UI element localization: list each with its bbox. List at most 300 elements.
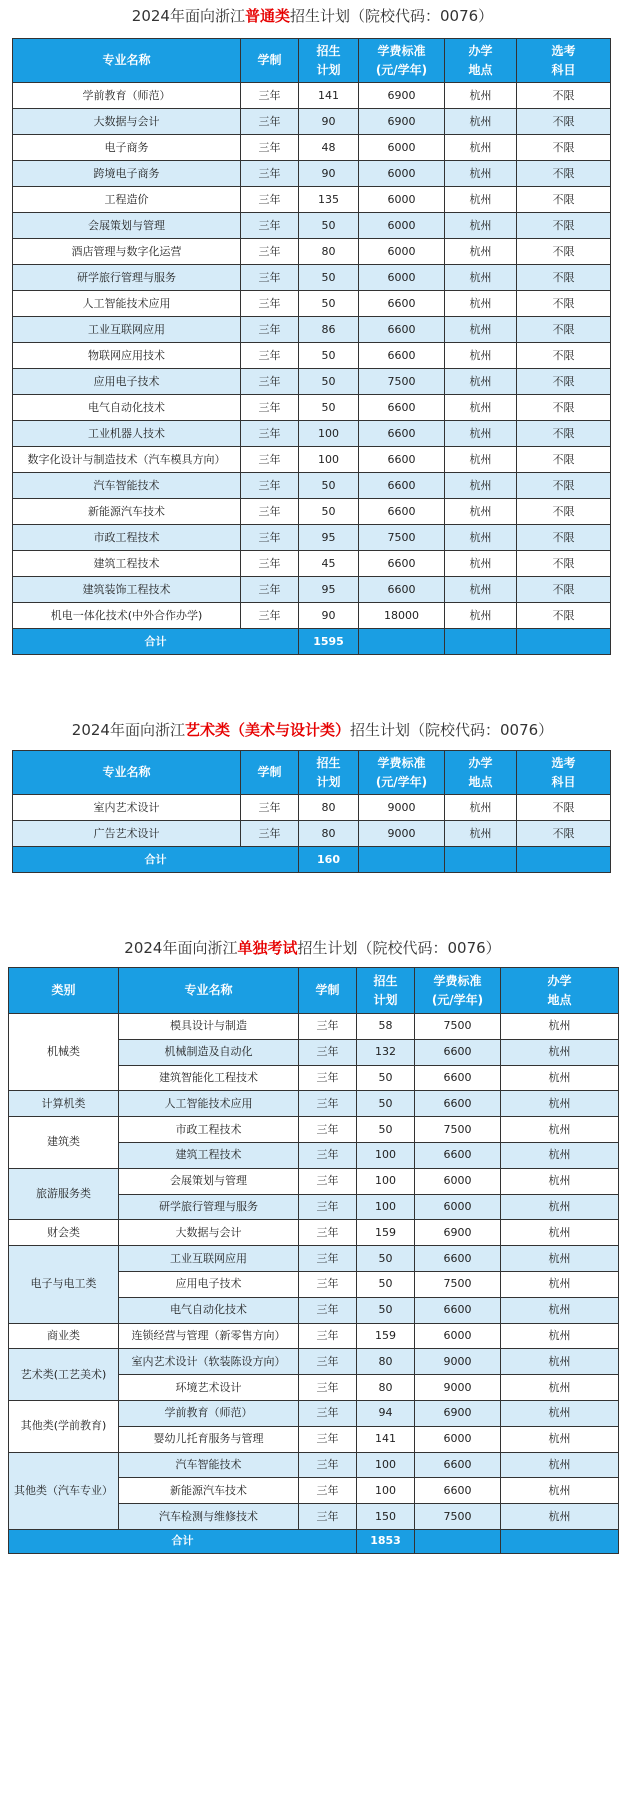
table-row: [13, 239, 611, 265]
tuition-cell: 6000: [415, 1168, 501, 1194]
major-name-cell: 研学旅行管理与服务: [13, 265, 241, 291]
duration-cell: 三年: [241, 109, 299, 135]
tuition-cell: 6900: [359, 83, 445, 109]
quota-cell: 80: [299, 821, 359, 847]
location-cell: 杭州: [501, 1400, 619, 1426]
column-header-line: 学费标准: [377, 43, 426, 58]
total-empty-cell: [445, 847, 517, 873]
table-row: [13, 343, 611, 369]
duration-cell: 三年: [299, 1297, 357, 1323]
table-row: [9, 1349, 619, 1375]
tuition-cell: 6600: [359, 577, 445, 603]
quota-cell: 100: [357, 1478, 415, 1504]
quota-cell: 90: [299, 109, 359, 135]
tuition-cell: 6600: [359, 395, 445, 421]
tuition-cell: 6600: [415, 1297, 501, 1323]
total-label: 合计: [13, 847, 299, 873]
location-cell: 杭州: [445, 83, 517, 109]
major-name-cell: 汽车智能技术: [119, 1452, 299, 1478]
table-row: [13, 421, 611, 447]
tuition-cell: 6600: [359, 499, 445, 525]
quota-cell: 141: [357, 1426, 415, 1452]
title-prefix: 2024年面向浙江: [124, 939, 238, 957]
table-row: [9, 1220, 619, 1246]
major-name-cell: 新能源汽车技术: [119, 1478, 299, 1504]
location-cell: 杭州: [445, 577, 517, 603]
tuition-cell: 6600: [359, 551, 445, 577]
column-header: [299, 751, 359, 795]
major-name-cell: 汽车检测与维修技术: [119, 1504, 299, 1530]
quota-cell: 100: [357, 1142, 415, 1168]
tuition-cell: 9000: [359, 795, 445, 821]
total-empty-cell: [359, 847, 445, 873]
location-cell: 杭州: [501, 1065, 619, 1091]
duration-cell: 三年: [299, 1220, 357, 1246]
duration-cell: 三年: [299, 1091, 357, 1117]
quota-cell: 94: [357, 1400, 415, 1426]
tuition-cell: 6000: [359, 265, 445, 291]
subject-cell: 不限: [517, 343, 611, 369]
major-name-cell: 应用电子技术: [13, 369, 241, 395]
tuition-cell: 6900: [359, 109, 445, 135]
table-row: [13, 265, 611, 291]
tuition-cell: 6600: [415, 1142, 501, 1168]
location-cell: 杭州: [501, 1426, 619, 1452]
general-plan-table: [12, 38, 611, 655]
quota-cell: 135: [299, 187, 359, 213]
duration-cell: 三年: [299, 1271, 357, 1297]
tuition-cell: 6600: [359, 421, 445, 447]
quota-cell: 50: [357, 1246, 415, 1272]
subject-cell: 不限: [517, 577, 611, 603]
location-cell: 杭州: [445, 343, 517, 369]
title-highlight: 艺术类（美术与设计类）: [184, 721, 350, 739]
tuition-cell: 6600: [415, 1246, 501, 1272]
category-cell: 机械类: [9, 1014, 119, 1091]
quota-cell: 80: [357, 1375, 415, 1401]
table-row: [13, 317, 611, 343]
column-header-line: (元/学年): [375, 774, 428, 789]
duration-cell: 三年: [241, 83, 299, 109]
column-header-line: 招生: [373, 973, 398, 988]
duration-cell: 三年: [241, 525, 299, 551]
tuition-cell: 6600: [415, 1039, 501, 1065]
location-cell: 杭州: [445, 265, 517, 291]
location-cell: 杭州: [501, 1246, 619, 1272]
total-empty-cell: [517, 629, 611, 655]
subject-cell: 不限: [517, 83, 611, 109]
subject-cell: 不限: [517, 213, 611, 239]
table-row: [9, 1014, 619, 1040]
subject-cell: 不限: [517, 421, 611, 447]
location-cell: 杭州: [501, 1014, 619, 1040]
tuition-cell: 7500: [415, 1117, 501, 1143]
tuition-cell: 6600: [359, 473, 445, 499]
column-header: [299, 39, 359, 83]
subject-cell: 不限: [517, 473, 611, 499]
title-suffix: 招生计划（院校代码：0076）: [350, 721, 554, 739]
major-name-cell: 工程造价: [13, 187, 241, 213]
subject-cell: 不限: [517, 795, 611, 821]
major-name-cell: 新能源汽车技术: [13, 499, 241, 525]
table-row: [13, 473, 611, 499]
category-cell: 其他类（汽车专业）: [9, 1452, 119, 1529]
major-name-cell: 跨境电子商务: [13, 161, 241, 187]
table-row: [13, 551, 611, 577]
major-name-cell: 建筑智能化工程技术: [119, 1065, 299, 1091]
subject-cell: 不限: [517, 821, 611, 847]
subject-cell: 不限: [517, 395, 611, 421]
category-cell: 商业类: [9, 1323, 119, 1349]
section-title-art: [0, 720, 625, 740]
quota-cell: 50: [357, 1065, 415, 1091]
duration-cell: 三年: [299, 1478, 357, 1504]
duration-cell: 三年: [299, 1194, 357, 1220]
subject-cell: 不限: [517, 369, 611, 395]
major-name-cell: 酒店管理与数字化运营: [13, 239, 241, 265]
column-header: [359, 751, 445, 795]
column-header-line: 专业名称: [102, 765, 151, 779]
tuition-cell: 6900: [415, 1220, 501, 1246]
subject-cell: 不限: [517, 447, 611, 473]
tuition-cell: 7500: [359, 525, 445, 551]
duration-cell: 三年: [241, 395, 299, 421]
column-header: [13, 751, 241, 795]
total-empty-cell: [501, 1529, 619, 1553]
duration-cell: 三年: [299, 1452, 357, 1478]
title-highlight: 普通类: [244, 7, 290, 25]
major-name-cell: 广告艺术设计: [13, 821, 241, 847]
column-header-line: 科目: [551, 62, 576, 77]
category-cell: 电子与电工类: [9, 1246, 119, 1323]
column-header-line: 专业名称: [102, 53, 151, 67]
total-row: [13, 847, 611, 873]
location-cell: 杭州: [445, 187, 517, 213]
duration-cell: 三年: [241, 369, 299, 395]
major-name-cell: 建筑装饰工程技术: [13, 577, 241, 603]
column-header-line: 招生: [316, 755, 341, 770]
location-cell: 杭州: [445, 161, 517, 187]
column-header: [517, 751, 611, 795]
duration-cell: 三年: [241, 499, 299, 525]
quota-cell: 50: [299, 395, 359, 421]
duration-cell: 三年: [241, 265, 299, 291]
table-row: [9, 1246, 619, 1272]
table-row: [13, 395, 611, 421]
location-cell: 杭州: [501, 1452, 619, 1478]
major-name-cell: 电气自动化技术: [13, 395, 241, 421]
quota-cell: 100: [357, 1452, 415, 1478]
tuition-cell: 6600: [415, 1478, 501, 1504]
quota-cell: 58: [357, 1014, 415, 1040]
location-cell: 杭州: [445, 821, 517, 847]
quota-cell: 50: [357, 1091, 415, 1117]
table-row: [9, 1117, 619, 1143]
duration-cell: 三年: [299, 1142, 357, 1168]
duration-cell: 三年: [299, 1014, 357, 1040]
quota-cell: 50: [357, 1117, 415, 1143]
column-header: [119, 968, 299, 1014]
quota-cell: 132: [357, 1039, 415, 1065]
location-cell: 杭州: [445, 109, 517, 135]
location-cell: 杭州: [445, 291, 517, 317]
location-cell: 杭州: [501, 1091, 619, 1117]
title-highlight: 单独考试: [237, 939, 298, 957]
table-row: [13, 135, 611, 161]
duration-cell: 三年: [241, 187, 299, 213]
total-empty-cell: [359, 629, 445, 655]
subject-cell: 不限: [517, 551, 611, 577]
total-empty-cell: [517, 847, 611, 873]
tuition-cell: 6600: [359, 291, 445, 317]
tuition-cell: 6000: [359, 161, 445, 187]
table-row: [9, 1091, 619, 1117]
location-cell: 杭州: [501, 1375, 619, 1401]
quota-cell: 100: [299, 421, 359, 447]
category-cell: 建筑类: [9, 1117, 119, 1169]
tuition-cell: 6000: [359, 239, 445, 265]
quota-cell: 50: [299, 213, 359, 239]
duration-cell: 三年: [241, 343, 299, 369]
duration-cell: 三年: [241, 577, 299, 603]
table-row: [9, 1323, 619, 1349]
total-value: 160: [299, 847, 359, 873]
column-header: [9, 968, 119, 1014]
duration-cell: 三年: [299, 1065, 357, 1091]
major-name-cell: 学前教育（师范）: [13, 83, 241, 109]
quota-cell: 100: [357, 1168, 415, 1194]
quota-cell: 80: [357, 1349, 415, 1375]
duration-cell: 三年: [241, 161, 299, 187]
column-header: [241, 39, 299, 83]
quota-cell: 45: [299, 551, 359, 577]
major-name-cell: 数字化设计与制造技术（汽车模具方向）: [13, 447, 241, 473]
quota-cell: 95: [299, 525, 359, 551]
title-prefix: 2024年面向浙江: [131, 7, 245, 25]
quota-cell: 50: [299, 499, 359, 525]
location-cell: 杭州: [501, 1168, 619, 1194]
duration-cell: 三年: [299, 1246, 357, 1272]
column-header-line: 选考: [551, 755, 576, 770]
column-header-line: 类别: [51, 983, 76, 997]
column-header-line: 计划: [316, 774, 341, 789]
location-cell: 杭州: [501, 1323, 619, 1349]
column-header: [415, 968, 501, 1014]
total-row: [13, 629, 611, 655]
location-cell: 杭州: [445, 525, 517, 551]
location-cell: 杭州: [501, 1504, 619, 1530]
column-header-line: 计划: [316, 62, 341, 77]
table-row: [13, 187, 611, 213]
location-cell: 杭州: [445, 239, 517, 265]
column-header-line: 科目: [551, 774, 576, 789]
subject-cell: 不限: [517, 239, 611, 265]
duration-cell: 三年: [299, 1375, 357, 1401]
major-name-cell: 应用电子技术: [119, 1271, 299, 1297]
duration-cell: 三年: [241, 239, 299, 265]
table-row: [13, 213, 611, 239]
column-header: [357, 968, 415, 1014]
subject-cell: 不限: [517, 187, 611, 213]
total-label: 合计: [9, 1529, 357, 1553]
tuition-cell: 6600: [359, 343, 445, 369]
column-header: [13, 39, 241, 83]
location-cell: 杭州: [445, 317, 517, 343]
column-header-line: 学制: [257, 53, 282, 67]
column-header-line: 地点: [547, 992, 572, 1007]
column-header-line: 专业名称: [184, 983, 233, 997]
quota-cell: 50: [357, 1271, 415, 1297]
location-cell: 杭州: [501, 1039, 619, 1065]
quota-cell: 150: [357, 1504, 415, 1530]
major-name-cell: 会展策划与管理: [13, 213, 241, 239]
title-suffix: 招生计划（院校代码：0076）: [290, 7, 494, 25]
column-header-line: 地点: [468, 62, 493, 77]
column-header-line: 办学: [468, 755, 493, 770]
tuition-cell: 7500: [359, 369, 445, 395]
section-title-general: [0, 6, 625, 26]
art-plan-table: [12, 750, 611, 873]
major-name-cell: 室内艺术设计: [13, 795, 241, 821]
single-exam-plan-table: [8, 967, 619, 1554]
tuition-cell: 6600: [415, 1452, 501, 1478]
table-row: [13, 109, 611, 135]
table-row: [9, 1168, 619, 1194]
column-header: [299, 968, 357, 1014]
column-header-line: (元/学年): [431, 992, 484, 1007]
table-row: [13, 821, 611, 847]
major-name-cell: 人工智能技术应用: [13, 291, 241, 317]
column-header-line: 地点: [468, 774, 493, 789]
major-name-cell: 大数据与会计: [119, 1220, 299, 1246]
major-name-cell: 建筑工程技术: [119, 1142, 299, 1168]
tuition-cell: 6000: [415, 1194, 501, 1220]
column-header-line: 学费标准: [433, 973, 482, 988]
major-name-cell: 电子商务: [13, 135, 241, 161]
major-name-cell: 会展策划与管理: [119, 1168, 299, 1194]
duration-cell: 三年: [299, 1117, 357, 1143]
location-cell: 杭州: [445, 795, 517, 821]
duration-cell: 三年: [241, 473, 299, 499]
table-row: [13, 369, 611, 395]
location-cell: 杭州: [445, 369, 517, 395]
subject-cell: 不限: [517, 161, 611, 187]
major-name-cell: 工业互联网应用: [119, 1246, 299, 1272]
location-cell: 杭州: [445, 551, 517, 577]
location-cell: 杭州: [501, 1220, 619, 1246]
quota-cell: 80: [299, 795, 359, 821]
location-cell: 杭州: [501, 1142, 619, 1168]
total-value: 1853: [357, 1529, 415, 1553]
quota-cell: 50: [299, 343, 359, 369]
column-header-line: 办学: [547, 973, 572, 988]
category-cell: 计算机类: [9, 1091, 119, 1117]
column-header-line: 学制: [257, 765, 282, 779]
tuition-cell: 7500: [415, 1504, 501, 1530]
major-name-cell: 婴幼儿托育服务与管理: [119, 1426, 299, 1452]
column-header: [445, 751, 517, 795]
location-cell: 杭州: [445, 135, 517, 161]
major-name-cell: 连锁经营与管理（新零售方向）: [119, 1323, 299, 1349]
table-row: [13, 499, 611, 525]
column-header: [241, 751, 299, 795]
column-header-line: 办学: [468, 43, 493, 58]
major-name-cell: 室内艺术设计（软装陈设方向）: [119, 1349, 299, 1375]
category-cell: 财会类: [9, 1220, 119, 1246]
duration-cell: 三年: [299, 1426, 357, 1452]
category-cell: 其他类(学前教育): [9, 1400, 119, 1452]
location-cell: 杭州: [445, 421, 517, 447]
quota-cell: 48: [299, 135, 359, 161]
subject-cell: 不限: [517, 291, 611, 317]
quota-cell: 90: [299, 161, 359, 187]
subject-cell: 不限: [517, 109, 611, 135]
category-cell: 艺术类(工艺美术): [9, 1349, 119, 1401]
tuition-cell: 6000: [415, 1426, 501, 1452]
duration-cell: 三年: [299, 1323, 357, 1349]
duration-cell: 三年: [241, 421, 299, 447]
column-header-line: 招生: [316, 43, 341, 58]
table-row: [13, 795, 611, 821]
tuition-cell: 18000: [359, 603, 445, 629]
major-name-cell: 市政工程技术: [13, 525, 241, 551]
location-cell: 杭州: [445, 447, 517, 473]
major-name-cell: 电气自动化技术: [119, 1297, 299, 1323]
tuition-cell: 9000: [359, 821, 445, 847]
column-header-line: 选考: [551, 43, 576, 58]
major-name-cell: 模具设计与制造: [119, 1014, 299, 1040]
duration-cell: 三年: [241, 821, 299, 847]
category-cell: 旅游服务类: [9, 1168, 119, 1220]
total-empty-cell: [415, 1529, 501, 1553]
title-suffix: 招生计划（院校代码：0076）: [297, 939, 501, 957]
tuition-cell: 7500: [415, 1014, 501, 1040]
tuition-cell: 6000: [359, 213, 445, 239]
subject-cell: 不限: [517, 135, 611, 161]
major-name-cell: 机电一体化技术(中外合作办学): [13, 603, 241, 629]
location-cell: 杭州: [501, 1349, 619, 1375]
table-row: [13, 577, 611, 603]
quota-cell: 159: [357, 1323, 415, 1349]
tuition-cell: 6000: [359, 135, 445, 161]
major-name-cell: 物联网应用技术: [13, 343, 241, 369]
column-header-line: 计划: [373, 992, 398, 1007]
duration-cell: 三年: [241, 603, 299, 629]
tuition-cell: 6600: [415, 1065, 501, 1091]
location-cell: 杭州: [445, 603, 517, 629]
tuition-cell: 6600: [359, 317, 445, 343]
major-name-cell: 市政工程技术: [119, 1117, 299, 1143]
quota-cell: 95: [299, 577, 359, 603]
column-header-line: 学制: [315, 983, 340, 997]
duration-cell: 三年: [241, 551, 299, 577]
major-name-cell: 工业互联网应用: [13, 317, 241, 343]
duration-cell: 三年: [241, 317, 299, 343]
location-cell: 杭州: [501, 1478, 619, 1504]
duration-cell: 三年: [241, 213, 299, 239]
location-cell: 杭州: [501, 1297, 619, 1323]
quota-cell: 80: [299, 239, 359, 265]
subject-cell: 不限: [517, 499, 611, 525]
location-cell: 杭州: [501, 1271, 619, 1297]
table-row: [13, 447, 611, 473]
table-row: [13, 525, 611, 551]
duration-cell: 三年: [241, 795, 299, 821]
tuition-cell: 9000: [415, 1375, 501, 1401]
quota-cell: 86: [299, 317, 359, 343]
major-name-cell: 建筑工程技术: [13, 551, 241, 577]
duration-cell: 三年: [299, 1400, 357, 1426]
